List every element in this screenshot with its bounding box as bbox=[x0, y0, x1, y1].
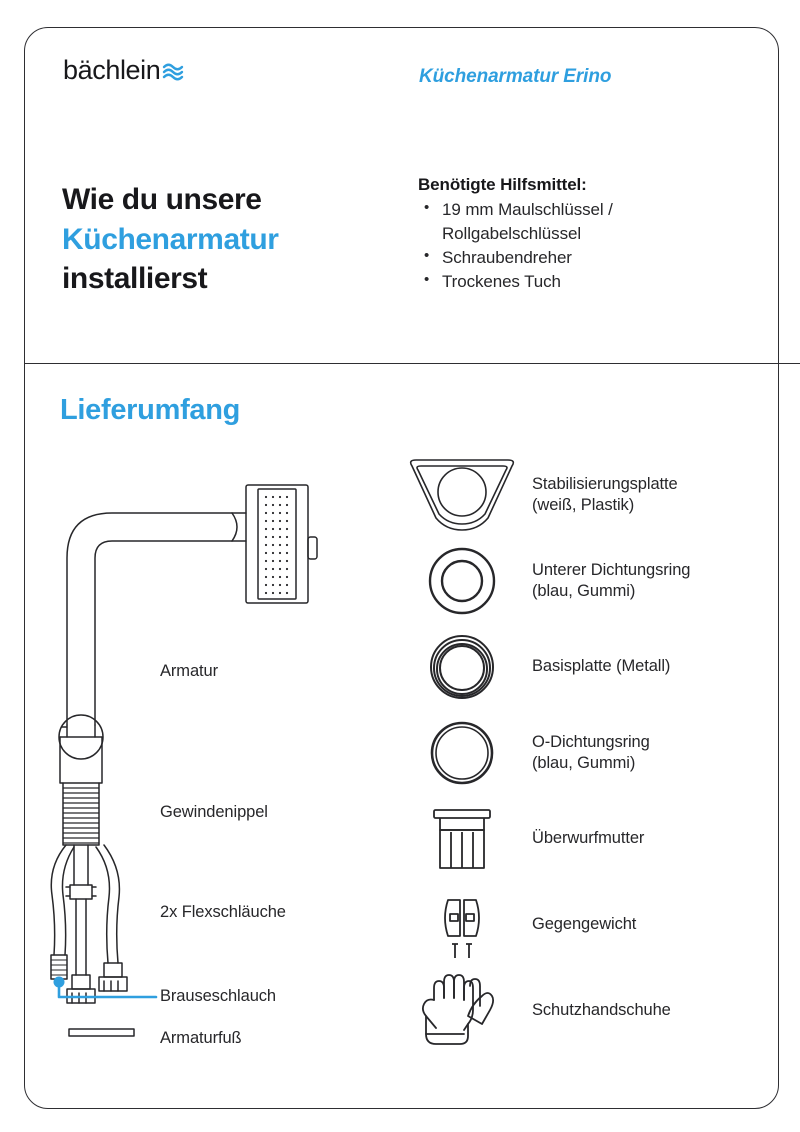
headline-line-3: installierst bbox=[62, 262, 208, 296]
brand-logo bbox=[63, 57, 188, 84]
part-label-line1: Gegengewicht bbox=[532, 915, 637, 934]
list-item bbox=[392, 710, 780, 796]
section-divider bbox=[24, 363, 800, 364]
list-item bbox=[392, 882, 780, 968]
union-nut-icon bbox=[392, 800, 532, 878]
headline-line-1: Wie du unsere bbox=[62, 183, 262, 216]
faucet-diagram bbox=[36, 455, 366, 1075]
faucet-label-armatur: Armatur bbox=[160, 662, 218, 680]
base-plate-icon bbox=[392, 628, 532, 706]
wave-icon bbox=[162, 60, 188, 82]
parts-list bbox=[392, 452, 780, 1054]
brand-logo-text: bächlein bbox=[63, 55, 161, 85]
protective-gloves-icon bbox=[392, 966, 532, 1056]
part-label-line2: (blau, Gummi) bbox=[532, 754, 636, 772]
product-title: Küchenarmatur Erino bbox=[419, 66, 612, 87]
list-item bbox=[392, 796, 780, 882]
list-item bbox=[392, 452, 780, 538]
part-label bbox=[532, 828, 644, 849]
tool-item: • 19 mm Maulschlüssel / Rollgabelschlüssel bbox=[418, 198, 718, 246]
part-label bbox=[532, 1000, 671, 1021]
required-tools-list bbox=[418, 198, 718, 295]
required-tools-block bbox=[418, 175, 718, 295]
part-label bbox=[532, 656, 670, 677]
list-item bbox=[392, 968, 780, 1054]
stabilizing-plate-icon bbox=[392, 456, 532, 534]
section-title-scope-of-delivery: Lieferumfang bbox=[60, 394, 241, 426]
counterweight-icon bbox=[392, 886, 532, 964]
tool-item: • Trockenes Tuch bbox=[418, 270, 718, 294]
part-label-line1: O-Dichtungsring bbox=[532, 732, 650, 751]
part-label-line1: Schutzhandschuhe bbox=[532, 1001, 671, 1020]
faucet-label-brauseschlauch: Brauseschlauch bbox=[160, 987, 277, 1005]
page-title bbox=[62, 180, 279, 299]
part-label bbox=[532, 732, 650, 774]
faucet-label-gewindenippel: Gewindenippel bbox=[160, 803, 268, 821]
part-label-line1: Stabilisierungsplatte bbox=[532, 474, 678, 493]
required-tools-title: Benötigte Hilfsmittel: bbox=[418, 175, 587, 194]
tool-item: • Schraubendreher bbox=[418, 246, 718, 270]
faucet-label-flexschlaeuche: 2x Flexschläuche bbox=[160, 903, 286, 921]
part-label-line1: Basisplatte (Metall) bbox=[532, 657, 671, 676]
part-label-line2: (blau, Gummi) bbox=[532, 582, 636, 600]
headline-line-2: Küchenarmatur bbox=[62, 222, 279, 256]
part-label-line2: (weiß, Plastik) bbox=[532, 496, 635, 514]
o-ring-icon bbox=[392, 714, 532, 792]
faucet-label-armaturfuss: Armaturfuß bbox=[160, 1029, 242, 1047]
list-item bbox=[392, 624, 780, 710]
part-label bbox=[532, 914, 636, 935]
part-label bbox=[532, 474, 678, 516]
part-label-line1: Unterer Dichtungsring bbox=[532, 560, 691, 579]
lower-sealing-ring-icon bbox=[392, 542, 532, 620]
list-item bbox=[392, 538, 780, 624]
part-label bbox=[532, 560, 690, 602]
part-label-line1: Überwurfmutter bbox=[532, 829, 645, 848]
